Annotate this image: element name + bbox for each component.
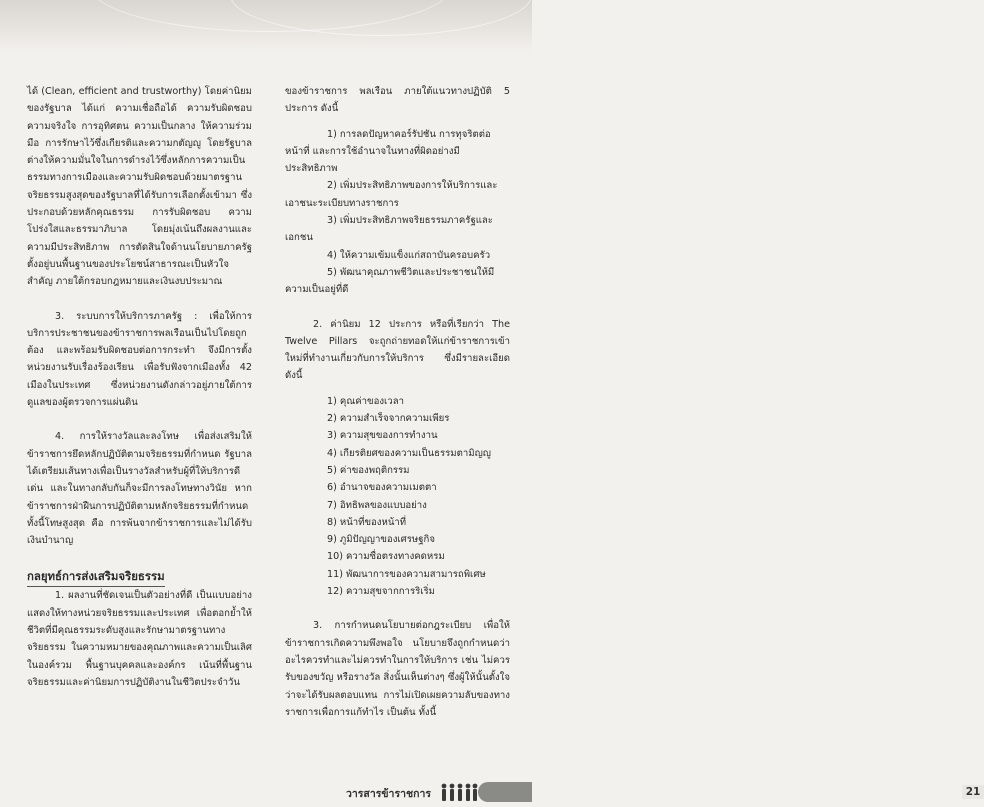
- list-item: 11) พัฒนาการของความสามารถพิเศษ: [327, 568, 486, 580]
- list-item: 3) ความสุขของการทำงาน: [327, 430, 438, 442]
- list-item: 4) เกียรติยศของความเป็นธรรมตามิญญู: [327, 447, 491, 459]
- paragraph: 3. ระบบการให้บริการภาครัฐ : เพื่อให้การบริการประชาชนของข้าราชการพลเรือนเป็นไปโดยถูกต้อง และพร้อมรับผิดชอบต่อการกระทำ จึงมีการตั้งหน่วยงานรับเรื่องร้องเรียน เพื่อรับฟังจากเมืองทั้ง 42 เมืองในประเทศ ซึ่งหน่วยงานดังกล่าวอยู่ภายใต้การดูแลของผู้ตรวจการแผ่นดิน: [27, 310, 252, 409]
- list-item: 9) ภูมิปัญญาของเศรษฐกิจ: [327, 534, 435, 546]
- list-item: 10) ความซื่อตรงทางคดหรม: [327, 551, 445, 563]
- list-item: 6) อำนาจของความเมตตา: [327, 482, 437, 494]
- section-heading: กลยุทธ์การส่งเสริมจริยธรรม: [27, 566, 165, 587]
- list-item: 8) หน้าที่ของหน้าที่: [327, 516, 407, 528]
- left-column: [27, 83, 252, 691]
- header-decoration: [0, 0, 532, 52]
- paragraph: 4. การให้รางวัลและลงโทษ เพื่อส่งเสริมให้ข้าราชการยึดหลักปฏิบัติตามจริยธรรมที่กำหนด รัฐบาลได้เตรียมเส้นทางเพื่อเป็นรางวัลสำหรับผู้ที่ให้บริการดีเด่น และในทางกลับกันก็จะมีการลงโทษทางวินัย หากข้าราชการฝ่าฝืนการปฏิบัติตามหลักจริยธรรมที่กำหนด ทั้งนี้โทษสูงสุด คือ การพ้นจากข้าราชการและไม่ได้รับเงินบำนาญ: [27, 431, 252, 547]
- practice-list: [285, 126, 510, 299]
- list-item: 2) เพิ่มประสิทธิภาพของการให้บริการและเอาชนะระเบียบทางราชการ: [285, 180, 498, 209]
- page-footer: [0, 777, 981, 807]
- list-item: 3) เพิ่มประสิทธิภาพจริยธรรมภาครัฐและเอกชน: [285, 215, 493, 244]
- paragraph: ได้ (Clean, efficient and trustworthy) โดยค่านิยมของรัฐบาล ได้แก่ ความเชื่อถือได้ ความรับผิดชอบ ความจริงใจ การอุทิศตน ความเป็นกลาง ให้ความร่วมมือ การรักษาไว้ซึ่งเกียรติและความกตัญญู โดยรัฐบาลต่างให้ความมั่นใจในการดำรงไว้ซึ่งหลักการความเป็นธรรมทางการเมืองและความรับผิดชอบด้วยมาตรฐานจริยธรรมสูงสุดของรัฐบาลที่ได้รับการเลือกตั้งเข้ามา ซึ่งประกอบด้วยหลักคุณธรรม การรับผิดชอบ ความโปร่งใสและธรรมาภิบาล โดยมุ่งเน้นถึงผลงานและความมีประสิทธิภาพ การตัดสินใจด้านนโยบายภาครัฐตั้งอยู่บนพื้นฐานของประโยชน์สาธารณะเป็นหัวใจสำคัญ ภายใต้กรอบกฎหมายและเงินงบประมาณ: [27, 86, 252, 288]
- list-item: 2) ความสำเร็จจากความเพียร: [327, 413, 450, 425]
- people-icon: [440, 782, 478, 802]
- paragraph: ของข้าราชการ พลเรือน ภายใต้แนวทางปฏิบัติ 5 ประการ ดังนี้: [285, 86, 510, 115]
- pillars-list: [285, 393, 510, 601]
- list-item: 1) คุณค่าของเวลา: [327, 395, 404, 407]
- list-item: 5) ค่าของพฤติกรรม: [327, 464, 410, 476]
- paragraph: 3. การกำหนดนโยบายต่อกฎระเบียบ เพื่อให้ข้าราชการเกิดความพึงพอใจ นโยบายจึงถูกกำหนดว่าอะไรควรทำและไม่ควรทำในการให้บริการ เช่น ไม่ควรรับของขวัญ หรือรางวัล สิ่งนั้นเห็นต่างๆ ซึ่งผู้ให้นั้นตั้งใจว่าจะได้รับผลตอบแทน การไม่เปิดเผยความลับของทางราชการเพื่อการแก้ทำไร เป็นต้น ทั้งนี้: [285, 620, 510, 718]
- list-item: 7) อิทธิพลของแบบอย่าง: [327, 499, 427, 511]
- page-number: 21: [962, 785, 984, 799]
- journal-title: วารสารข้าราชการ: [346, 788, 432, 800]
- paragraph: 2. ค่านิยม 12 ประการ หรือที่เรียกว่า The Twelve Pillars จะถูกถ่ายทอดให้แก่ข้าราชการเข้าใหม่ที่ทำงานเกี่ยวกับการให้บริการ ซึ่งมีรายละเอียดดังนี้: [285, 318, 510, 382]
- list-item: 1) การลดปัญหาคอร์รัปชัน การทุจริตต่อหน้าที่ และการใช้อำนาจในทางที่ผิดอย่างมีประสิทธิภาพ: [285, 128, 491, 175]
- list-item: 4) ให้ความเข้มแข็งแก่สถาบันครอบครัว: [327, 249, 491, 261]
- right-column: [285, 83, 510, 721]
- list-item: 5) พัฒนาคุณภาพชีวิตและประชาชนให้มีความเป็นอยู่ที่ดี: [285, 266, 495, 296]
- paragraph: 1. ผลงานที่ชัดเจนเป็นตัวอย่างที่ดี เป็นแบบอย่างแสดงให้ทางหน่วยจริยธรรมและประเทศ เพื่อตอกย้ำให้ชีวิตที่มีคุณธรรมระดับสูงและรักษามาตรฐานทางจริยธรรม ในความหมายของคุณภาพและความเป็นเลิศในองค์รวม พื้นฐานบุคคลและองค์กร เน้นที่พื้นฐานจริยธรรมและค่านิยมการปฏิบัติงานในชีวิตประจำวัน: [27, 590, 252, 688]
- list-item: 12) ความสุขจากการริเริ่ม: [327, 586, 436, 598]
- page-tab: [478, 782, 981, 802]
